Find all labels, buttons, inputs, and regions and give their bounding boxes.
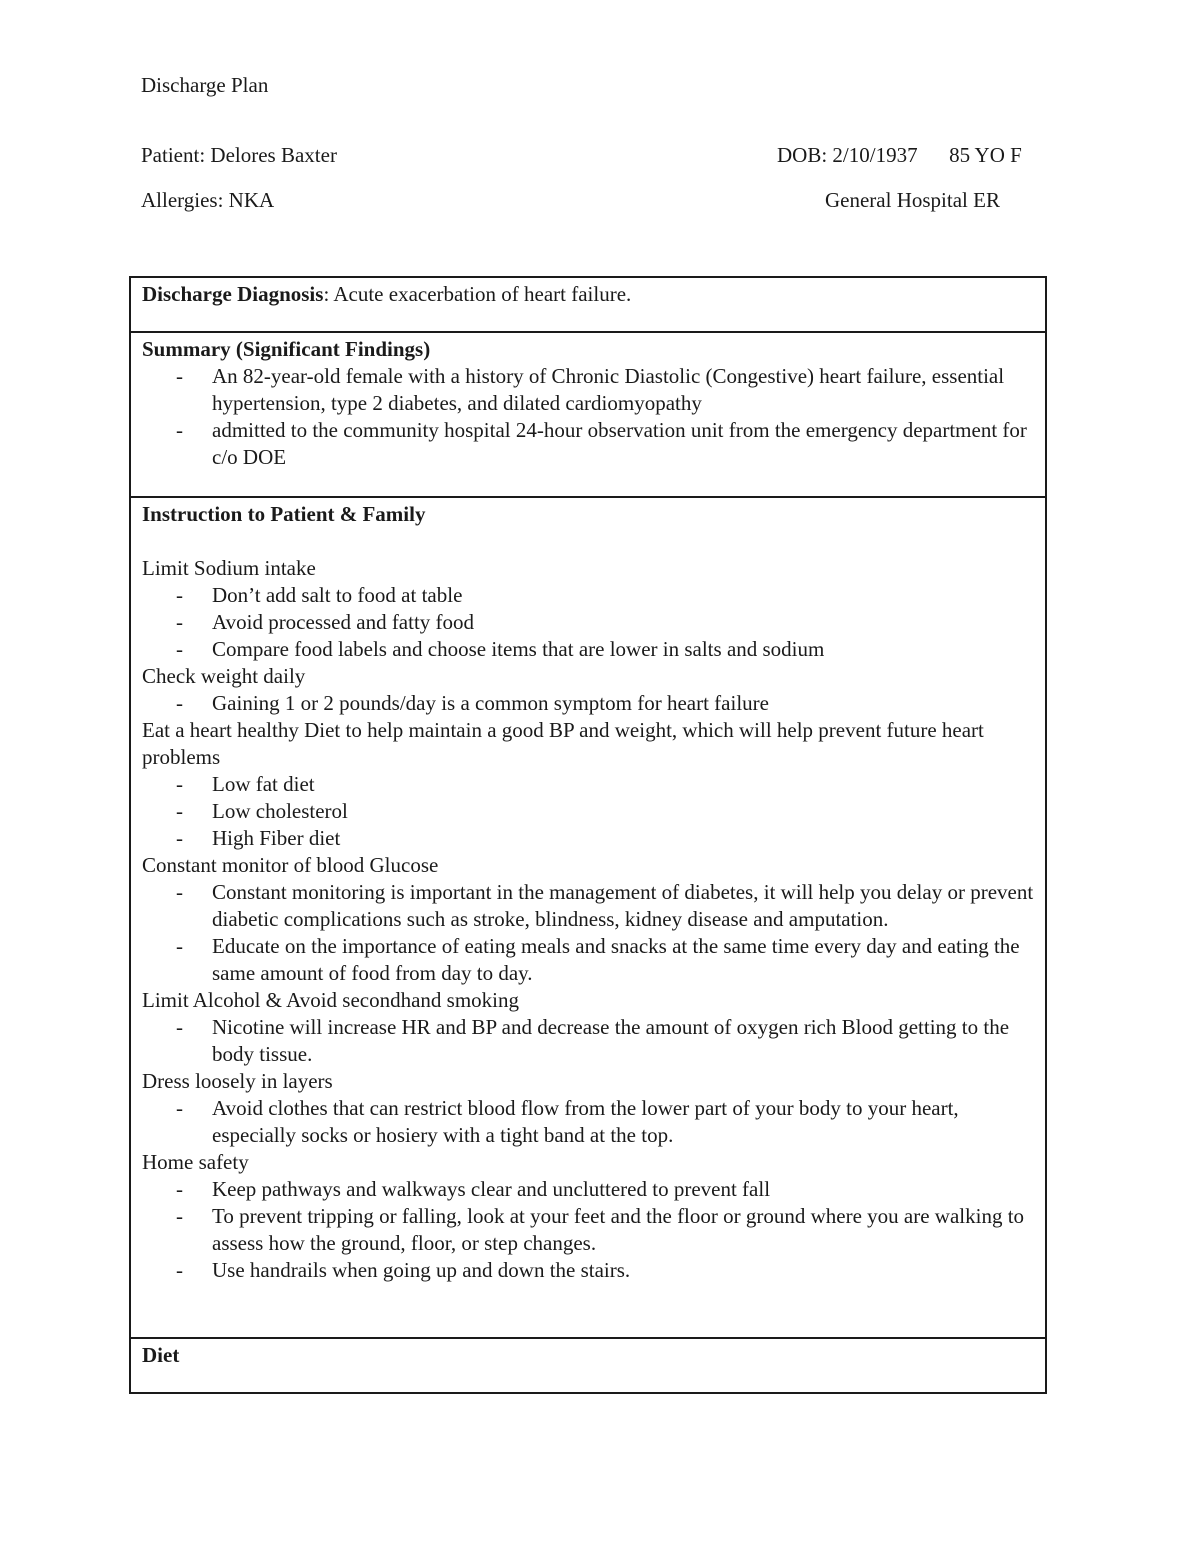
- diagnosis-label: Discharge Diagnosis: [142, 282, 324, 306]
- patient-info-line: [141, 142, 1046, 169]
- list-item: - Constant monitoring is important in the management of diabetes, it will help you delay or prevent diabetic complications such as stroke, blindness, kidney disease and amputation.: [142, 879, 1034, 933]
- diagnosis-text: : Acute exacerbation of heart failure.: [323, 282, 632, 306]
- instruction-group-title: Check weight daily: [142, 664, 306, 688]
- discharge-plan-table: [129, 276, 1047, 1394]
- summary-row: [130, 332, 1046, 497]
- list-item: - Low fat diet: [142, 771, 1034, 798]
- diagnosis-row: [130, 277, 1046, 332]
- instruction-list: [142, 1176, 1034, 1284]
- instruction-list: [142, 771, 1034, 852]
- facility-name: General Hospital ER: [825, 188, 1000, 212]
- list-item: - High Fiber diet: [142, 825, 1034, 852]
- instructions-row: [130, 497, 1046, 1338]
- instruction-group-title: Constant monitor of blood Glucose: [142, 853, 439, 877]
- instruction-group-title: Limit Alcohol & Avoid secondhand smoking: [142, 988, 520, 1012]
- instruction-group-title: Home safety: [142, 1150, 249, 1174]
- instruction-list: [142, 690, 1034, 717]
- list-item: - Nicotine will increase HR and BP and decrease the amount of oxygen rich Blood getting to the body tissue.: [142, 1014, 1034, 1068]
- patient-allergies: Allergies: NKA: [141, 188, 275, 212]
- instruction-list: [142, 879, 1034, 987]
- list-item: - Use handrails when going up and down the stairs.: [142, 1257, 1034, 1284]
- summary-heading: Summary (Significant Findings): [142, 337, 431, 361]
- list-item: - admitted to the community hospital 24-hour observation unit from the emergency department for c/o DOE: [142, 417, 1034, 471]
- diet-row: [130, 1338, 1046, 1393]
- instruction-group-title: Dress loosely in layers: [142, 1069, 333, 1093]
- list-item: - Avoid processed and fatty food: [142, 609, 1034, 636]
- list-item: - To prevent tripping or falling, look at your feet and the floor or ground where you are walking to assess how the ground, floor, or step changes.: [142, 1203, 1034, 1257]
- diagnosis-cell: [130, 277, 1046, 332]
- summary-cell: [130, 332, 1046, 497]
- summary-list: [142, 363, 1034, 471]
- instruction-list: [142, 1095, 1034, 1149]
- list-item: - An 82-year-old female with a history of Chronic Diastolic (Congestive) heart failure, essential hypertension, type 2 diabetes, and dilated cardiomyopathy: [142, 363, 1034, 417]
- list-item: - Compare food labels and choose items that are lower in salts and sodium: [142, 636, 1034, 663]
- patient-dob-age: DOB: 2/10/1937 85 YO F: [777, 143, 1022, 167]
- list-item: - Gaining 1 or 2 pounds/day is a common symptom for heart failure: [142, 690, 1034, 717]
- instructions-heading: Instruction to Patient & Family: [142, 502, 426, 526]
- instruction-list: [142, 582, 1034, 663]
- list-item: - Educate on the importance of eating meals and snacks at the same time every day and eating the same amount of food from day to day.: [142, 933, 1034, 987]
- allergy-info-line: [141, 187, 1046, 214]
- list-item: - Keep pathways and walkways clear and uncluttered to prevent fall: [142, 1176, 1034, 1203]
- instructions-cell: [130, 497, 1046, 1338]
- document-title: Discharge Plan: [141, 73, 269, 97]
- diet-cell: [130, 1338, 1046, 1393]
- instruction-group-title: Eat a heart healthy Diet to help maintain a good BP and weight, which will help prevent future heart problems: [142, 718, 984, 769]
- instruction-list: [142, 1014, 1034, 1068]
- patient-name: Patient: Delores Baxter: [141, 143, 337, 167]
- instruction-group-title: Limit Sodium intake: [142, 556, 316, 580]
- diet-heading: Diet: [142, 1343, 180, 1367]
- list-item: - Don’t add salt to food at table: [142, 582, 1034, 609]
- list-item: - Avoid clothes that can restrict blood flow from the lower part of your body to your heart, especially socks or hosiery with a tight band at the top.: [142, 1095, 1034, 1149]
- list-item: - Low cholesterol: [142, 798, 1034, 825]
